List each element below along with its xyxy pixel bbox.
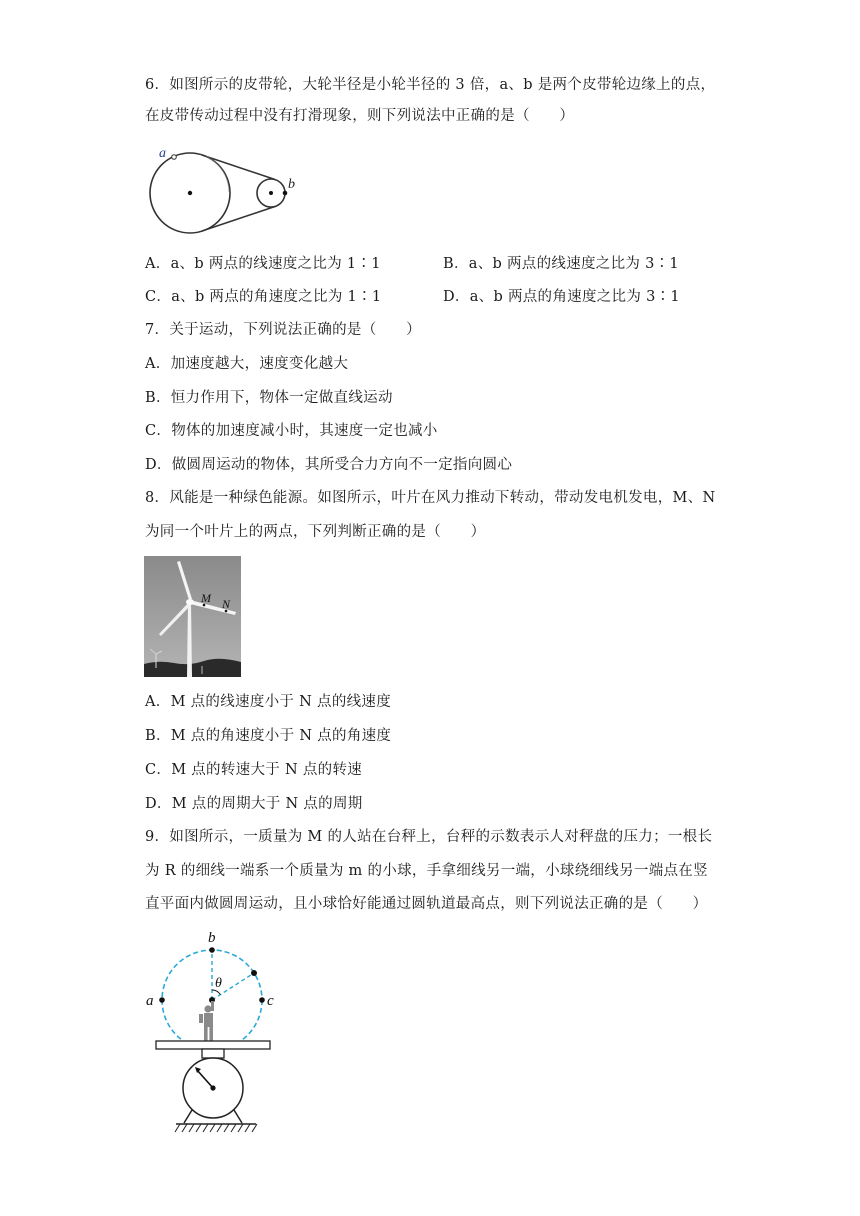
point-b — [209, 947, 215, 953]
q8-option-b: B．M 点的角速度小于 N 点的角速度 — [145, 728, 392, 744]
q6-stem-line1: 6．如图所示的皮带轮，大轮半径是小轮半径的 3 倍，a、b 是两个皮带轮边缘上的点， — [145, 77, 716, 93]
scale-circular-motion-figure — [140, 925, 285, 1140]
point-c — [259, 997, 265, 1003]
q8-option-c: C．M 点的转速大于 N 点的转速 — [145, 762, 363, 778]
label-a: a — [146, 993, 154, 1009]
scale-pan — [156, 1041, 270, 1049]
q7-option-a: A．加速度越大，速度变化越大 — [145, 356, 349, 372]
label-M: M — [201, 591, 211, 605]
q6-option-b: B．a、b 两点的线速度之比为 3∶1 — [443, 256, 679, 272]
belt-top — [202, 155, 275, 180]
person-figure — [199, 1001, 214, 1041]
point-b — [283, 191, 288, 196]
q6-option-c: C．a、b 两点的角速度之比为 1∶1 — [145, 289, 382, 305]
scale-leg-left — [184, 1110, 192, 1123]
q6-stem-line2: 在皮带传动过程中没有打滑现象，则下列说法中正确的是（ ） — [145, 108, 575, 124]
label-theta: θ — [215, 976, 222, 991]
ground-hatching — [175, 1124, 257, 1132]
label-b: b — [288, 177, 295, 192]
q9-stem-line2: 为 R 的细线一端系一个质量为 m 的小球，手拿细线另一端，小球绕细线另一端点在竖 — [145, 863, 708, 879]
label-a: a — [159, 146, 166, 161]
q9-stem-line3: 直平面内做圆周运动，且小球恰好能通过圆轨道最高点，则下列说法正确的是（ ） — [145, 896, 708, 912]
q8-option-d: D．M 点的周期大于 N 点的周期 — [145, 796, 363, 812]
q8-stem-line2: 为同一个叶片上的两点，下列判断正确的是（ ） — [145, 524, 486, 540]
large-pulley-center — [188, 191, 192, 195]
point-a — [172, 155, 177, 160]
label-c: c — [267, 993, 274, 1009]
scale-neck — [202, 1049, 224, 1058]
point-a — [159, 997, 165, 1003]
belt-bottom — [202, 207, 275, 232]
q7-stem: 7．关于运动，下列说法正确的是（ ） — [145, 322, 421, 338]
q7-option-b: B．恒力作用下，物体一定做直线运动 — [145, 390, 393, 406]
q9-stem-line1: 9．如图所示，一质量为 M 的人站在台秤上，台秤的示数表示人对秤盘的压力；一根长 — [145, 829, 713, 845]
q7-option-c: C．物体的加速度减小时，其速度一定也减小 — [145, 423, 438, 439]
label-b: b — [208, 930, 216, 946]
wind-turbine-photo — [144, 556, 241, 677]
q8-option-a: A．M 点的线速度小于 N 点的线速度 — [145, 694, 392, 710]
scale-leg-right — [234, 1110, 242, 1123]
q6-option-d: D．a、b 两点的角速度之比为 3∶1 — [443, 289, 680, 305]
belt-pulley-figure — [145, 140, 310, 240]
label-N: N — [222, 597, 231, 611]
small-pulley-center — [269, 191, 273, 195]
turbine-hub — [186, 599, 194, 605]
ball — [251, 970, 257, 976]
q8-stem-line1: 8．风能是一种绿色能源。如图所示，叶片在风力推动下转动，带动发电机发电，M、N — [145, 490, 716, 506]
q6-option-a: A．a、b 两点的线速度之比为 1∶1 — [145, 256, 381, 272]
q7-option-d: D．做圆周运动的物体，其所受合力方向不一定指向圆心 — [145, 457, 513, 473]
